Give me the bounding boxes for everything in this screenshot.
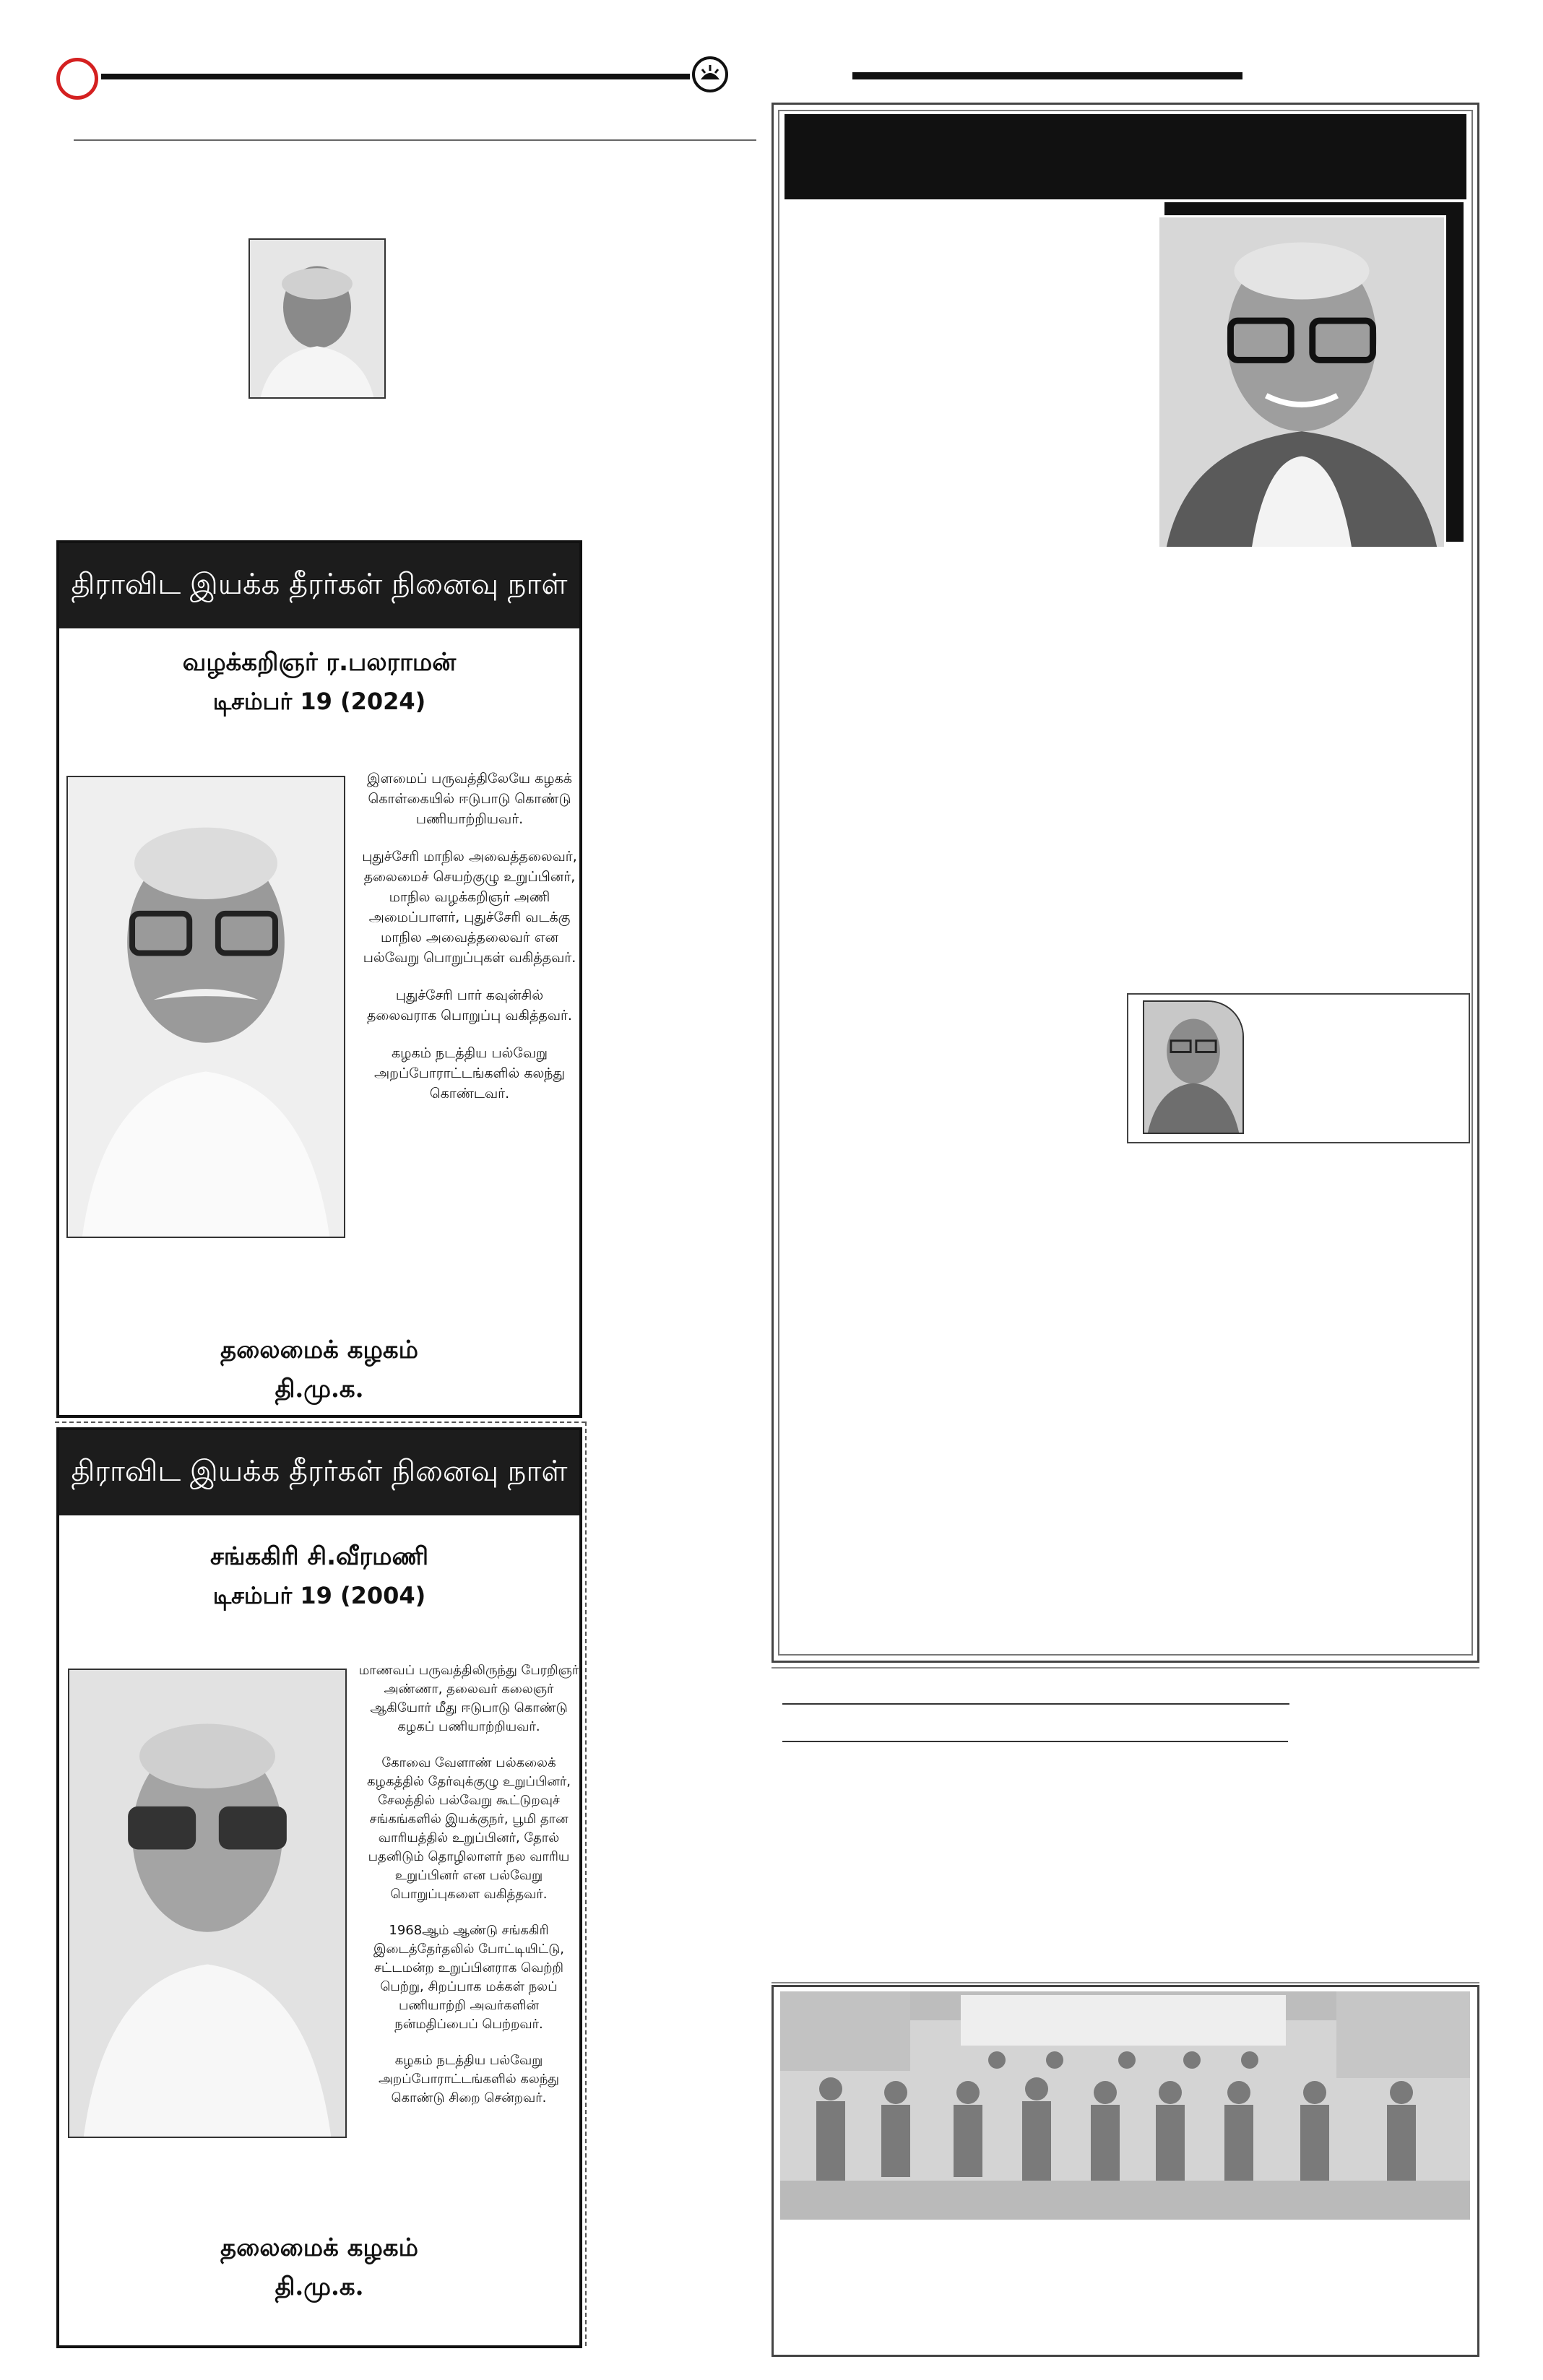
footer-line-1: தலைமைக் கழகம் <box>220 1336 418 1364</box>
portrait-photo-small <box>248 238 386 399</box>
notice-heading: திராவிட இயக்க தீரர்கள் நினைவு நாள் <box>59 543 579 628</box>
notice-person-name: வழக்கறிஞர் ர.பலராமன் <box>182 648 457 677</box>
section-rule <box>772 1982 1479 1983</box>
notice-heading: திராவிட இயக்க தீரர்கள் நினைவு நாள் <box>59 1430 579 1515</box>
notice-date: டிசம்பர் 19 (2024) <box>212 688 426 715</box>
memorial-notice-1 <box>56 540 582 1418</box>
portrait-photo <box>68 1669 347 2138</box>
headline-rule-2 <box>782 1741 1288 1742</box>
dashed-divider <box>55 1421 586 1423</box>
headline-rule-1 <box>782 1703 1289 1705</box>
memorial-notice-2 <box>56 1427 582 2348</box>
section-rule <box>772 1667 1479 1669</box>
bio-paragraph: புதுச்சேரி மாநில அவைத்தலைவர், தலைமைச் செயற்குழு உறுப்பினர், மாநில வழக்கறிஞர் அணி அமைப்பாளர், புதுச்சேரி வடக்கு மாநில அவைத்தலைவர் என பல்வேறு பொறுப்புகள் வகித்தவர். <box>362 849 577 966</box>
header-rule-right <box>852 72 1242 79</box>
notice-bio <box>361 769 578 1121</box>
article-banner <box>785 114 1466 199</box>
group-photo <box>780 1991 1470 2220</box>
columnist-photo <box>1143 1000 1244 1134</box>
dashed-divider-vertical <box>585 1421 587 2346</box>
footer-line-2: தி.மு.க. <box>275 1375 364 1403</box>
notice-date: டிசம்பர் 19 (2004) <box>212 1582 426 1609</box>
bio-paragraph: கோவை வேளாண் பல்கலைக் கழகத்தில் தேர்வுக்குழு உறுப்பினர், சேலத்தில் பல்வேறு கூட்டுறவுச் சங்கங்களில் இயக்குநர், பூமி தான வாரியத்தில் உறுப்பினர், தோல் பதனிடும் தொழிலாளர் நல வாரிய உறுப்பினர் என பல்வேறு பொறுப்புகளை வகித்தவர். <box>367 1755 571 1902</box>
page-marker-circle <box>56 58 98 100</box>
notice-footer <box>59 1330 579 1408</box>
portrait-photo <box>66 776 345 1238</box>
bio-paragraph: கழகம் நடத்திய பல்வேறு அறப்போராட்டங்களில் கலந்து கொண்டவர். <box>374 1045 565 1102</box>
portrait-photo-large <box>1157 215 1446 549</box>
notice-bio <box>357 1661 581 2125</box>
bio-paragraph: 1968ஆம் ஆண்டு சங்ககிரி இடைத்தேர்தலில் போட்டியிட்டு, சட்டமன்ற உறுப்பினராக வெற்றி பெற்று, சிறப்பாக மக்கள் நலப் பணியாற்றி அவர்களின் நன்மதிப்பைப் பெற்றவர். <box>373 1923 565 2032</box>
bio-paragraph: மாணவப் பருவத்திலிருந்து பேரறிஞர் அண்ணா, தலைவர் கலைஞர் ஆகியோர் மீது ஈடுபாடு கொண்டு கழகப் பணியாற்றியவர். <box>358 1663 579 1734</box>
bio-paragraph: இளமைப் பருவத்திலேயே கழகக் கொள்கையில் ஈடுபாடு கொண்டு பணியாற்றியவர். <box>367 771 572 827</box>
header-underline <box>74 139 756 141</box>
rising-sun-emblem-icon <box>692 56 728 92</box>
bio-paragraph: கழகம் நடத்திய பல்வேறு அறப்போராட்டங்களில் கலந்து கொண்டு சிறை சென்றவர். <box>378 2053 560 2106</box>
bio-paragraph: புதுச்சேரி பார் கவுன்சில் தலைவராக பொறுப்பு வகித்தவர். <box>367 987 572 1024</box>
notice-person-name: சங்ககிரி சி.வீரமணி <box>209 1542 429 1571</box>
columnist-box <box>1127 993 1470 1143</box>
header-rule <box>101 74 690 79</box>
footer-line-1: தலைமைக் கழகம் <box>220 2233 418 2262</box>
notice-footer <box>59 2228 579 2306</box>
footer-line-2: தி.மு.க. <box>275 2272 364 2301</box>
